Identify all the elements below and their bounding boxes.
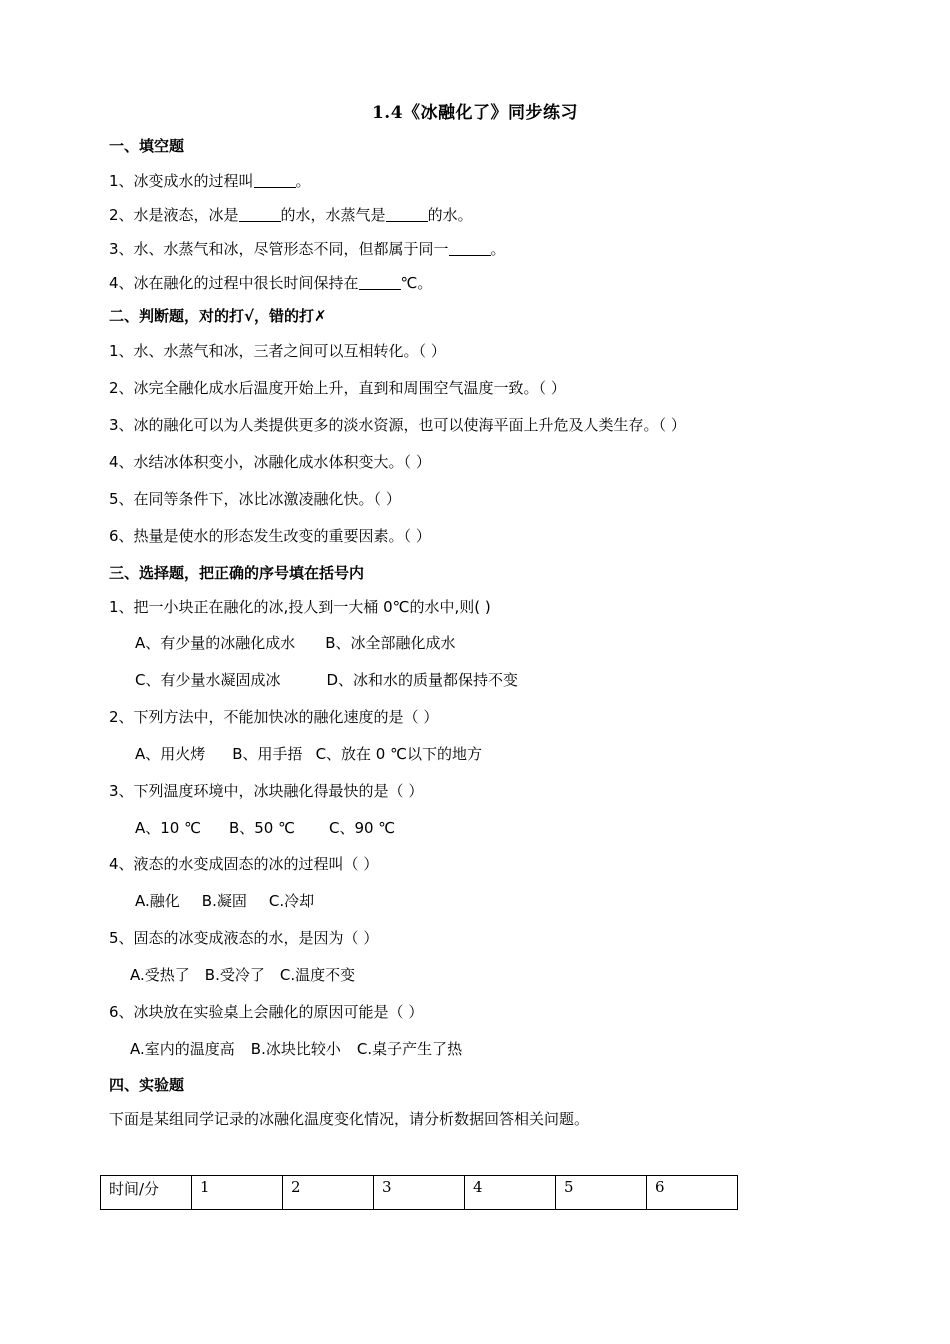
option-b: B.冰块比较小	[250, 1040, 341, 1058]
question-text: 的水，水蒸气是	[280, 206, 386, 224]
table-cell: 3	[374, 1176, 465, 1210]
question-text: ℃。	[400, 274, 433, 292]
option-c: C.温度不变	[279, 966, 356, 984]
option-a: A.室内的温度高	[130, 1040, 235, 1058]
option-d: D、冰和水的质量都保持不变	[326, 671, 519, 689]
option-c: C.桌子产生了热	[356, 1040, 463, 1058]
option-a: A.融化	[135, 892, 180, 910]
table-cell: 5	[556, 1176, 647, 1210]
choice-options-1a	[135, 632, 456, 654]
choice-options-2	[135, 743, 482, 765]
answer-blank[interactable]	[386, 206, 428, 222]
table-cell: 2	[283, 1176, 374, 1210]
fill-blank-question-2	[109, 204, 473, 226]
option-a: A、有少量的冰融化成水	[135, 634, 296, 652]
fill-blank-question-1	[109, 170, 311, 192]
answer-blank[interactable]	[359, 274, 401, 290]
choice-question-3: 3、下列温度环境中，冰块融化得最快的是（ ）	[109, 782, 424, 800]
table-cell: 4	[465, 1176, 556, 1210]
choice-options-3	[135, 817, 395, 839]
option-c: C、90 ℃	[328, 819, 396, 837]
section-heading-multiple-choice: 三、选择题，把正确的序号填在括号内	[109, 564, 365, 582]
true-false-question-5: 5、在同等条件下，冰比冰激凌融化快。（ ）	[109, 490, 401, 508]
option-b: B、用手捂	[232, 745, 303, 763]
question-text: 的水。	[427, 206, 473, 224]
choice-options-5	[130, 964, 355, 986]
true-false-question-3: 3、冰的融化可以为人类提供更多的淡水资源，也可以使海平面上升危及人类生存。（ ）	[109, 416, 686, 434]
true-false-question-6: 6、热量是使水的形态发生改变的重要因素。（ ）	[109, 527, 431, 545]
question-text: 。	[295, 172, 311, 190]
table-header-cell: 时间/分	[101, 1176, 192, 1210]
answer-blank[interactable]	[449, 240, 491, 256]
section-heading-fill-blank: 一、填空题	[109, 137, 185, 155]
fill-blank-question-4	[109, 272, 432, 294]
option-b: B.受冷了	[204, 966, 265, 984]
true-false-question-2: 2、冰完全融化成水后温度开始上升，直到和周围空气温度一致。（ ）	[109, 379, 566, 397]
answer-blank[interactable]	[239, 206, 281, 222]
choice-options-4	[135, 890, 314, 912]
temperature-data-table	[100, 1175, 738, 1210]
experiment-intro: 下面是某组同学记录的冰融化温度变化情况，请分析数据回答相关问题。	[109, 1110, 590, 1128]
page-title: 1.4《冰融化了》同步练习	[371, 103, 579, 123]
question-text: 。	[490, 240, 506, 258]
option-a: A.受热了	[130, 966, 190, 984]
option-c: C.冷却	[268, 892, 315, 910]
choice-question-6: 6、冰块放在实验桌上会融化的原因可能是（ ）	[109, 1003, 424, 1021]
table-row	[101, 1176, 738, 1210]
choice-options-1b	[135, 669, 518, 691]
question-text: 4、冰在融化的过程中很长时间保持在	[109, 274, 359, 292]
choice-question-1: 1、把一小块正在融化的冰,投人到一大桶 0℃的水中,则( )	[109, 598, 491, 616]
choice-question-2: 2、下列方法中，不能加快冰的融化速度的是（ ）	[109, 708, 439, 726]
question-text: 3、水、水蒸气和冰，尽管形态不同，但都属于同一	[109, 240, 449, 258]
choice-options-6	[130, 1038, 462, 1060]
question-text: 2、水是液态，冰是	[109, 206, 239, 224]
fill-blank-question-3	[109, 238, 506, 260]
answer-blank[interactable]	[254, 172, 296, 188]
section-heading-true-false: 二、判断题，对的打√，错的打✗	[109, 307, 327, 325]
true-false-question-4: 4、水结冰体积变小，冰融化成水体积变大。（ ）	[109, 453, 431, 471]
question-text: 1、冰变成水的过程叫	[109, 172, 254, 190]
option-a: A、10 ℃	[135, 819, 201, 837]
true-false-question-1: 1、水、水蒸气和冰，三者之间可以互相转化。（ ）	[109, 342, 446, 360]
option-c: C、有少量水凝固成冰	[135, 671, 281, 689]
choice-question-4: 4、液态的水变成固态的冰的过程叫（ ）	[109, 855, 379, 873]
option-a: A、用火烤	[135, 745, 206, 763]
option-b: B.凝固	[201, 892, 247, 910]
option-b: B、50 ℃	[228, 819, 295, 837]
table-cell: 6	[647, 1176, 738, 1210]
choice-question-5: 5、固态的冰变成液态的水，是因为（ ）	[109, 929, 379, 947]
option-b: B、冰全部融化成水	[325, 634, 456, 652]
section-heading-experiment: 四、实验题	[109, 1076, 185, 1094]
table-cell: 1	[192, 1176, 283, 1210]
option-c: C、放在 0 ℃以下的地方	[315, 745, 482, 763]
